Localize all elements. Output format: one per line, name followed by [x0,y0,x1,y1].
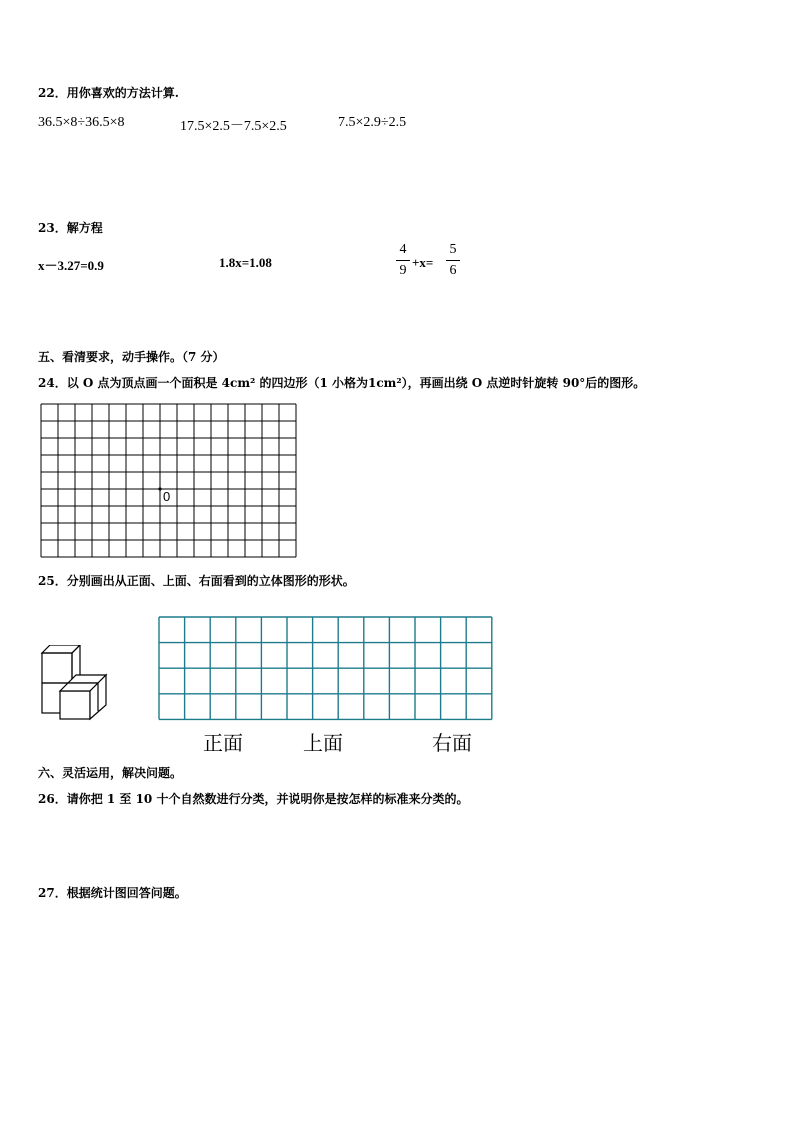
q23-equation-1: x－3.27=0.9 [38,258,104,273]
label-right-view: 右面 [432,731,472,755]
cube-stack-figure [40,645,110,725]
q24-drawing-grid[interactable] [40,403,300,559]
fraction-four-ninths [396,242,410,279]
label-top-view: 上面 [303,731,343,755]
fraction-denominator: 6 [449,263,457,278]
label-front-view: 正面 [203,731,243,755]
q22-expr-1: 36.5×8÷36.5×8 [38,115,125,130]
q27-title: 27．根据统计图回答问题。 [38,886,187,900]
fraction-bar [396,260,410,261]
q22-expr-2: 17.5×2.5－7.5×2.5 [180,119,287,134]
point-o-marker [158,487,161,490]
q24-title: 24．以 O 点为顶点画一个面积是 4cm² 的四边形（1 小格为1cm²），再画出绕 O 点逆时针旋转 90°后的图形。 [38,376,646,390]
cube-front-face [42,653,72,683]
fraction-numerator: 5 [449,242,457,257]
q22-expr-3: 7.5×2.9÷2.5 [338,115,407,130]
q23-equation-3-middle: +x= [412,255,434,270]
cube-front-face [60,691,90,719]
fraction-denominator: 9 [399,263,407,278]
fraction-numerator: 4 [399,242,407,257]
section-5-heading: 五、看清要求，动手操作。（7 分） [38,350,225,364]
fraction-bar [446,260,460,261]
q25-title: 25．分别画出从正面、上面、右面看到的立体图形的形状。 [38,574,355,588]
cube-top-face [42,645,80,653]
q26-title: 26．请你把 1 至 10 十个自然数进行分类，并说明你是按怎样的标准来分类的。 [38,792,469,806]
point-o-label: 0 [163,489,171,504]
section-6-heading: 六、灵活运用，解决问题。 [38,766,183,780]
q23-equation-2: 1.8x=1.08 [219,255,272,270]
q22-title: 22．用你喜欢的方法计算. [38,86,179,100]
q23-title: 23．解方程 [38,221,103,235]
q25-view-grid[interactable] [158,616,496,722]
fraction-five-sixths [446,242,460,279]
